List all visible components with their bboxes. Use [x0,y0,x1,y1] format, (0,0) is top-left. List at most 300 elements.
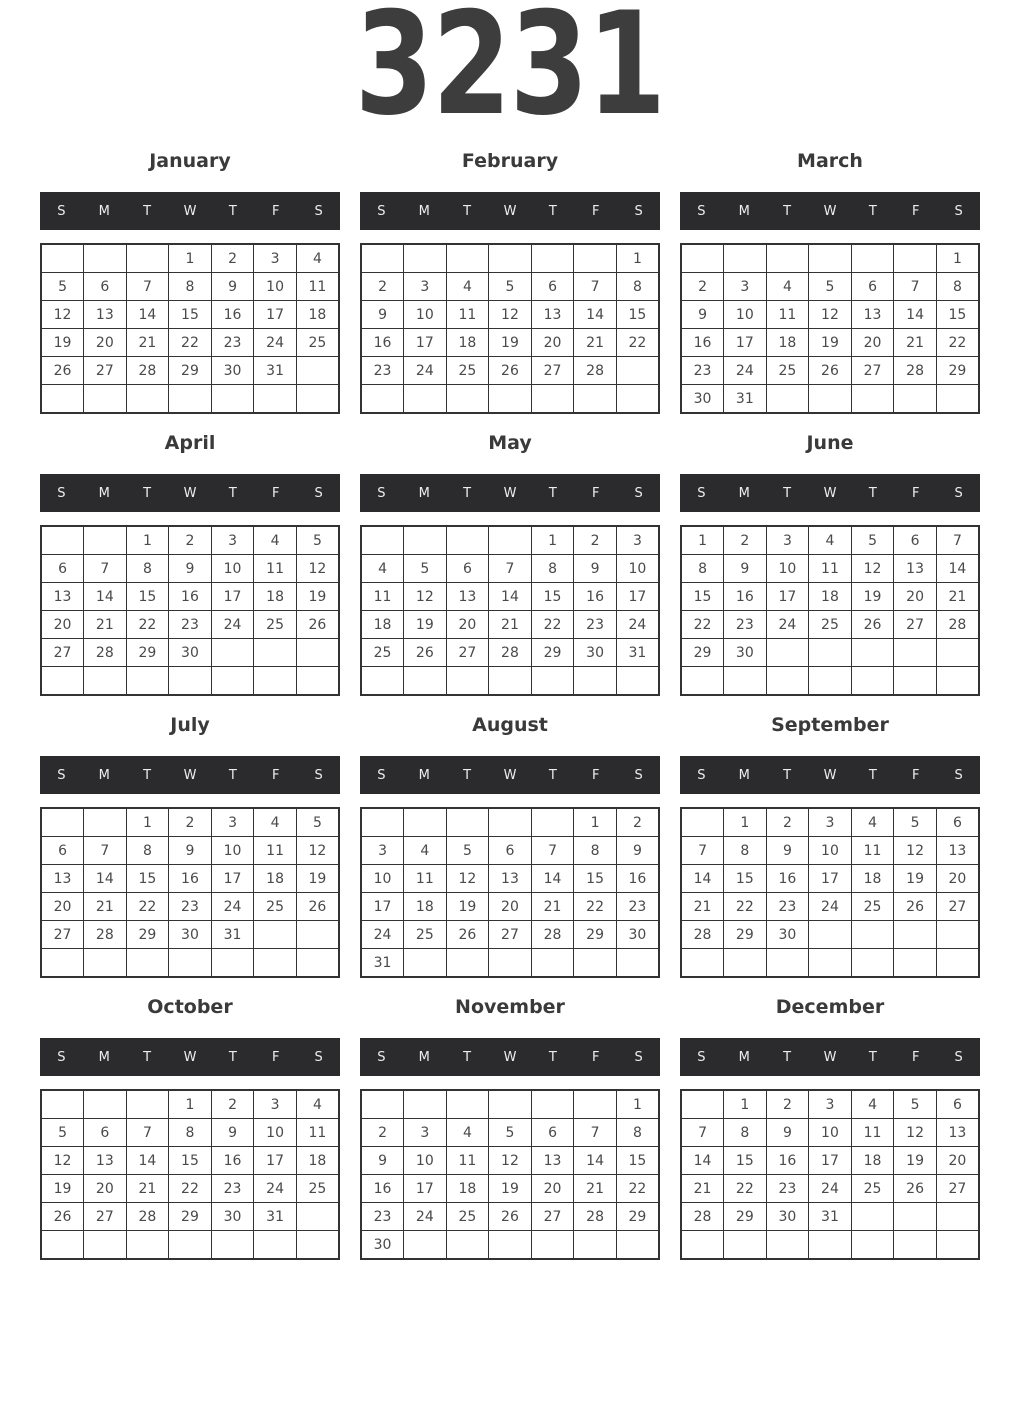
weekday-label: F [591,485,600,501]
day-cell: 1 [169,244,212,273]
empty-day-cell [681,1231,724,1260]
day-cell: 5 [851,526,894,555]
empty-day-cell [446,244,489,273]
day-cell: 11 [809,555,852,583]
day-cell: 27 [41,921,84,949]
day-cell: 15 [574,865,617,893]
weekday-label: W [823,485,837,501]
day-cell: 10 [404,301,447,329]
day-cell: 10 [211,555,254,583]
weekday-label: S [377,203,386,219]
day-cell: 21 [489,611,532,639]
day-cell: 24 [254,329,297,357]
week-row [681,1119,979,1147]
day-cell: 29 [574,921,617,949]
day-cell: 1 [724,808,767,837]
day-cell: 17 [211,583,254,611]
day-cell: 21 [681,1175,724,1203]
week-row [681,667,979,696]
day-cell: 14 [574,301,617,329]
weekday-label: M [738,1049,750,1065]
empty-day-cell [41,667,84,696]
day-cell: 8 [126,837,169,865]
empty-day-cell [809,639,852,667]
day-cell: 18 [404,893,447,921]
day-cell: 5 [809,273,852,301]
weekday-label: W [823,767,837,783]
day-cell: 4 [446,273,489,301]
day-cell: 11 [446,301,489,329]
day-cell: 4 [296,1090,339,1119]
day-cell: 27 [531,357,574,385]
weekday-header-bar [680,756,980,794]
day-cell: 26 [404,639,447,667]
empty-day-cell [361,667,404,696]
day-cell: 8 [681,555,724,583]
day-cell: 24 [211,893,254,921]
day-cell: 8 [126,555,169,583]
day-cell: 14 [681,865,724,893]
day-cell: 16 [574,583,617,611]
weekday-label: S [697,203,706,219]
week-row [361,1090,659,1119]
day-cell: 16 [169,583,212,611]
empty-day-cell [809,385,852,414]
weekday-header-bar [360,192,660,230]
empty-day-cell [446,1090,489,1119]
day-cell: 13 [531,1147,574,1175]
day-cell: 16 [766,1147,809,1175]
day-cell: 7 [84,837,127,865]
day-cell: 29 [724,921,767,949]
day-cell: 14 [531,865,574,893]
empty-day-cell [766,949,809,978]
empty-day-cell [681,949,724,978]
day-cell: 24 [211,611,254,639]
day-cell: 10 [766,555,809,583]
month-grid [680,243,980,414]
empty-day-cell [126,244,169,273]
weekday-label: S [634,203,643,219]
empty-day-cell [361,526,404,555]
day-cell: 28 [681,1203,724,1231]
week-row [361,667,659,696]
day-cell: 7 [531,837,574,865]
week-row [41,244,339,273]
week-row [41,921,339,949]
week-row [681,555,979,583]
day-cell: 8 [574,837,617,865]
weekday-header-bar [680,1038,980,1076]
empty-day-cell [851,244,894,273]
day-cell: 2 [169,526,212,555]
empty-day-cell [936,1231,979,1260]
week-row [41,526,339,555]
week-row [681,244,979,273]
month-january [40,144,340,414]
day-cell: 13 [41,583,84,611]
day-cell: 16 [169,865,212,893]
weekday-label: F [271,203,280,219]
day-cell: 13 [84,1147,127,1175]
day-cell: 11 [254,837,297,865]
empty-day-cell [84,1090,127,1119]
empty-day-cell [126,1090,169,1119]
weekday-label: T [143,767,152,783]
day-cell: 16 [361,1175,404,1203]
weekday-header-bar [40,192,340,230]
week-row [681,273,979,301]
day-cell: 16 [766,865,809,893]
day-cell: 3 [254,1090,297,1119]
empty-day-cell [446,385,489,414]
empty-day-cell [169,1231,212,1260]
weekday-label: T [548,767,557,783]
day-cell: 9 [616,837,659,865]
day-cell: 3 [724,273,767,301]
weekday-label: F [591,767,600,783]
day-cell: 28 [489,639,532,667]
day-cell: 26 [489,1203,532,1231]
empty-day-cell [894,385,937,414]
day-cell: 26 [41,357,84,385]
week-row [41,301,339,329]
day-cell: 23 [616,893,659,921]
empty-day-cell [296,667,339,696]
month-september [680,708,980,978]
week-row [361,949,659,978]
empty-day-cell [809,1231,852,1260]
empty-day-cell [489,385,532,414]
week-row [681,949,979,978]
day-cell: 22 [126,611,169,639]
day-cell: 9 [681,301,724,329]
week-row [41,639,339,667]
day-cell: 18 [809,583,852,611]
day-cell: 21 [84,611,127,639]
day-cell: 6 [446,555,489,583]
weekday-label: W [503,767,517,783]
day-cell: 8 [616,273,659,301]
day-cell: 4 [446,1119,489,1147]
weekday-header-bar [40,756,340,794]
empty-day-cell [446,808,489,837]
day-cell: 30 [169,639,212,667]
day-cell: 13 [84,301,127,329]
day-cell: 11 [254,555,297,583]
week-row [361,893,659,921]
day-cell: 23 [169,611,212,639]
day-cell: 25 [809,611,852,639]
weekday-label: S [697,767,706,783]
week-row [681,1231,979,1260]
empty-day-cell [574,1231,617,1260]
day-cell: 11 [851,837,894,865]
day-cell: 25 [446,357,489,385]
day-cell: 19 [809,329,852,357]
empty-day-cell [936,1203,979,1231]
week-row [361,808,659,837]
week-row [361,555,659,583]
day-cell: 20 [489,893,532,921]
empty-day-cell [681,244,724,273]
day-cell: 28 [84,639,127,667]
weekday-label: T [228,485,237,501]
month-april [40,426,340,696]
empty-day-cell [531,1090,574,1119]
day-cell: 17 [361,893,404,921]
week-row [681,583,979,611]
day-cell: 19 [851,583,894,611]
empty-day-cell [616,385,659,414]
empty-day-cell [894,1203,937,1231]
day-cell: 20 [894,583,937,611]
day-cell: 1 [126,808,169,837]
day-cell: 4 [766,273,809,301]
day-cell: 3 [254,244,297,273]
day-cell: 21 [126,1175,169,1203]
day-cell: 5 [404,555,447,583]
day-cell: 24 [361,921,404,949]
weekday-header-bar [40,474,340,512]
weekday-label: T [868,203,877,219]
day-cell: 22 [574,893,617,921]
empty-day-cell [41,385,84,414]
day-cell: 20 [531,1175,574,1203]
day-cell: 9 [361,1147,404,1175]
empty-day-cell [254,921,297,949]
day-cell: 25 [404,921,447,949]
day-cell: 20 [41,611,84,639]
empty-day-cell [489,526,532,555]
day-cell: 6 [84,1119,127,1147]
day-cell: 15 [531,583,574,611]
week-row [681,893,979,921]
weekday-label: T [463,1049,472,1065]
weekday-header-bar [360,1038,660,1076]
day-cell: 19 [41,1175,84,1203]
weekday-label: T [228,1049,237,1065]
weekday-label: T [143,485,152,501]
day-cell: 13 [489,865,532,893]
day-cell: 27 [936,893,979,921]
day-cell: 27 [41,639,84,667]
week-row [361,1175,659,1203]
day-cell: 5 [894,808,937,837]
day-cell: 1 [724,1090,767,1119]
day-cell: 28 [894,357,937,385]
weekday-label: T [228,767,237,783]
weekday-label: S [57,203,66,219]
day-cell: 13 [41,865,84,893]
day-cell: 27 [489,921,532,949]
week-row [681,611,979,639]
empty-day-cell [84,949,127,978]
week-row [361,1119,659,1147]
weekday-label: S [377,767,386,783]
empty-day-cell [766,639,809,667]
empty-day-cell [211,639,254,667]
week-row [681,301,979,329]
day-cell: 25 [766,357,809,385]
day-cell: 15 [169,301,212,329]
empty-day-cell [254,385,297,414]
weekday-label: S [954,485,963,501]
day-cell: 12 [851,555,894,583]
day-cell: 4 [851,808,894,837]
weekday-header-bar [360,474,660,512]
week-row [361,1231,659,1260]
weekday-label: M [418,767,430,783]
day-cell: 9 [169,555,212,583]
empty-day-cell [446,526,489,555]
empty-day-cell [531,808,574,837]
empty-day-cell [84,808,127,837]
week-row [41,1090,339,1119]
empty-day-cell [851,1231,894,1260]
day-cell: 17 [809,1147,852,1175]
month-february [360,144,660,414]
weekday-label: F [271,767,280,783]
month-grid [40,243,340,414]
day-cell: 24 [404,357,447,385]
day-cell: 5 [489,273,532,301]
month-title: September [771,714,889,736]
week-row [41,1147,339,1175]
day-cell: 20 [446,611,489,639]
day-cell: 30 [766,1203,809,1231]
day-cell: 11 [851,1119,894,1147]
empty-day-cell [766,667,809,696]
day-cell: 15 [126,865,169,893]
weekday-label: S [634,767,643,783]
day-cell: 27 [446,639,489,667]
empty-day-cell [41,244,84,273]
empty-day-cell [404,1231,447,1260]
month-title: June [806,432,854,454]
weekday-label: F [911,485,920,501]
week-row [41,555,339,583]
day-cell: 29 [616,1203,659,1231]
day-cell: 3 [211,526,254,555]
empty-day-cell [254,949,297,978]
day-cell: 18 [296,301,339,329]
empty-day-cell [724,667,767,696]
weekday-label: S [314,767,323,783]
day-cell: 8 [169,1119,212,1147]
day-cell: 5 [296,808,339,837]
weekday-label: T [228,203,237,219]
empty-day-cell [361,808,404,837]
day-cell: 31 [254,357,297,385]
day-cell: 3 [809,808,852,837]
day-cell: 12 [489,301,532,329]
weekday-label: S [314,1049,323,1065]
weekday-label: S [57,767,66,783]
weekday-label: F [271,1049,280,1065]
week-row [681,1203,979,1231]
day-cell: 14 [894,301,937,329]
empty-day-cell [404,667,447,696]
day-cell: 29 [126,639,169,667]
day-cell: 27 [894,611,937,639]
weekday-label: S [697,1049,706,1065]
day-cell: 22 [616,1175,659,1203]
empty-day-cell [489,808,532,837]
week-row [41,893,339,921]
day-cell: 11 [446,1147,489,1175]
empty-day-cell [894,667,937,696]
empty-day-cell [84,667,127,696]
weekday-label: T [143,203,152,219]
day-cell: 4 [404,837,447,865]
empty-day-cell [41,526,84,555]
weekday-header-bar [680,474,980,512]
day-cell: 9 [361,301,404,329]
empty-day-cell [126,385,169,414]
week-row [681,1175,979,1203]
day-cell: 9 [169,837,212,865]
week-row [41,837,339,865]
empty-day-cell [531,1231,574,1260]
day-cell: 28 [126,357,169,385]
day-cell: 26 [894,893,937,921]
empty-day-cell [851,921,894,949]
day-cell: 1 [616,244,659,273]
day-cell: 27 [851,357,894,385]
day-cell: 27 [84,1203,127,1231]
weekday-label: M [98,203,110,219]
day-cell: 12 [446,865,489,893]
day-cell: 8 [531,555,574,583]
day-cell: 26 [851,611,894,639]
day-cell: 1 [531,526,574,555]
day-cell: 23 [766,1175,809,1203]
day-cell: 3 [361,837,404,865]
week-row [681,1147,979,1175]
empty-day-cell [894,949,937,978]
day-cell: 31 [361,949,404,978]
day-cell: 9 [724,555,767,583]
day-cell: 20 [851,329,894,357]
empty-day-cell [851,385,894,414]
empty-day-cell [404,526,447,555]
week-row [361,583,659,611]
day-cell: 28 [681,921,724,949]
day-cell: 15 [681,583,724,611]
weekday-label: M [98,485,110,501]
day-cell: 30 [361,1231,404,1260]
month-title: January [149,150,231,172]
day-cell: 18 [296,1147,339,1175]
day-cell: 21 [936,583,979,611]
empty-day-cell [531,385,574,414]
empty-day-cell [809,667,852,696]
day-cell: 19 [894,865,937,893]
day-cell: 26 [809,357,852,385]
day-cell: 31 [809,1203,852,1231]
day-cell: 26 [446,921,489,949]
empty-day-cell [724,949,767,978]
day-cell: 18 [851,1147,894,1175]
day-cell: 23 [766,893,809,921]
weekday-label: F [271,485,280,501]
week-row [41,808,339,837]
day-cell: 12 [894,837,937,865]
day-cell: 13 [851,301,894,329]
day-cell: 7 [126,1119,169,1147]
weekday-label: T [463,203,472,219]
